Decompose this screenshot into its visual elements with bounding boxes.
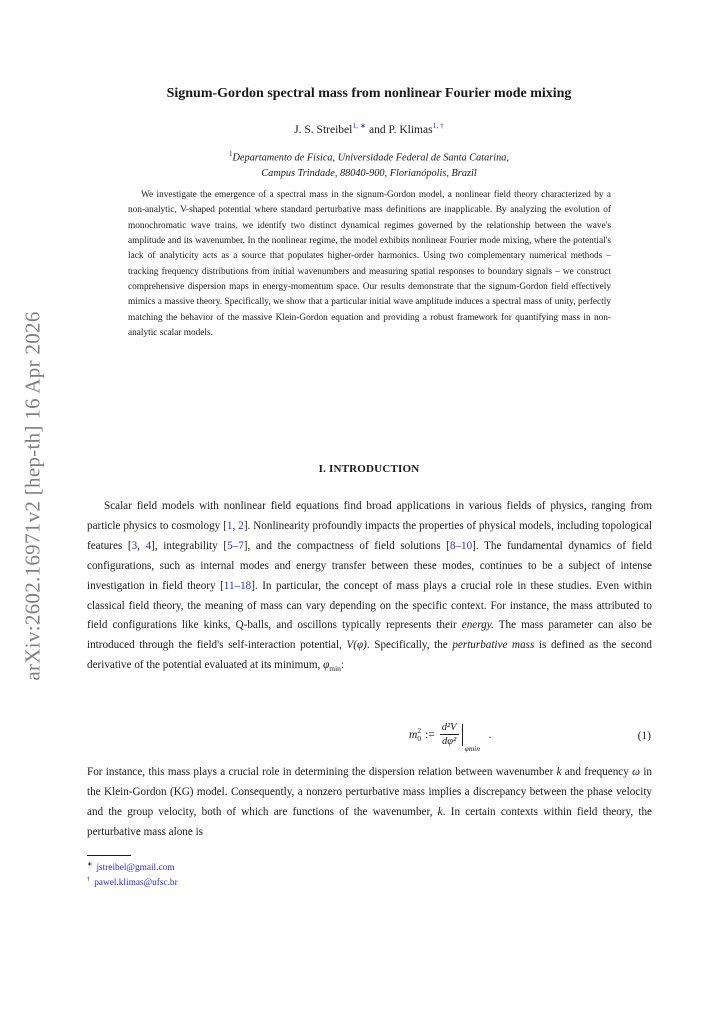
equation-number: (1) [637, 730, 651, 742]
author-1: J. S. Streibel [294, 123, 353, 136]
footnote-1: ∗ jstreibel@gmail.com [87, 861, 175, 874]
author-1-affiliation-mark[interactable]: 1, ∗ [352, 121, 367, 130]
citation-link[interactable]: 5–7 [227, 539, 244, 552]
section-heading-introduction: I. INTRODUCTION [318, 463, 420, 475]
affiliation [87, 146, 651, 182]
author-2-affiliation-mark[interactable]: 1, † [432, 121, 444, 130]
author-2: P. Klimas [388, 123, 433, 136]
paper-title: Signum-Gordon spectral mass from nonlinear Fourier mode mixing [166, 86, 572, 101]
arxiv-identifier: arXiv:2602.16971v2 [hep-th] 16 Apr 2026 [20, 311, 45, 681]
equation-1 [87, 718, 651, 754]
affiliation-mark: 1 [228, 150, 233, 158]
citation-link[interactable]: 8–10 [449, 539, 473, 552]
citation-link[interactable]: 3 [131, 539, 138, 552]
email-link[interactable]: jstreibel@gmail.com [96, 863, 175, 874]
citation-link[interactable]: 11–18 [223, 579, 252, 592]
equation-fraction: $\frac{\text{d²V}}{\text{dφ²}}$ [441, 722, 457, 747]
affiliation-line-1: $^1$Departamento de Física, Universidade Federal de Santa Catarina, [228, 150, 510, 164]
intro-paragraph-1: Scalar field models with nonlinear field equations find broad applications in various fields of physics, ranging from particle physics to cosmology [1, 2]. Nonlinearity profoundly impacts the properties of physical models, including topological features [3, 4], integrability [5–7], and the compactness of field solutions [8–10]. The fundamental dynamics of field configurations, such as internal modes and energy transfer between these modes, continues to be a subject of intense investigation in field theory [11–18]. In particular, the concept of mass plays a crucial role in these studies. Even within classical field theory, the meaning of mass can vary depending on the specific context. For instance, the mass attributed to field configurations like kinks, Q-balls, and oscillons typically represents their energy. The mass parameter can also be introduced through the field's self-interaction potential, V(φ). Specifically, the perturbative mass is defined as the second derivative of the potential evaluated at its minimum, $\varphi_{min}$: [87, 500, 653, 674]
citation-link[interactable]: 1 [226, 519, 233, 532]
arxiv-sidebar-stamp [18, 296, 48, 696]
evaluation-bar: φmin [462, 724, 489, 746]
equation-body: m 2 0 := $\frac{\text{d²V}}{\text{dφ²}}$ φmin . [409, 722, 492, 753]
citation-link[interactable]: 2 [238, 519, 244, 532]
footnote-rule [87, 855, 131, 856]
intro-paragraph-2: For instance, this mass plays a crucial role in determining the dispersion relation between wavenumber k and frequency ω in the Klein-Gordon (KG) model. Consequently, a nonzero perturbative mass implies a discrepancy between the phase velocity and the group velocity, both of which are functions of the wavenumber, k. In certain contexts within field theory, the perturbative mass alone is [87, 766, 652, 838]
author-line [87, 121, 651, 136]
author-conjunction: and [368, 123, 386, 136]
email-link[interactable]: pawel.klimas@ufsc.br [94, 878, 178, 889]
abstract: We investigate the emergence of a spectral mass in the signum-Gordon model, a nonlinear field theory characterized by a non-analytic, V-shaped potential where standard perturbative mass definitions are inapplicable. By analyzing the evolution of monochromatic wave trains, we identify two distinct dynamical regimes governed by the relationship between the wave's amplitude and its wavenumber. In the nonlinear regime, the model exhibits nonlinear Fourier mode mixing, where the potential's lack of analyticity acts as a source that populates higher-order harmonics. Using two complementary numerical methods – tracking frequency distributions from initial wavenumbers and measuring spatial responses to boundary signals – we construct comprehensive dispersion maps in energy-momentum space. Our results demonstrate that the signum-Gordon field effectively mimics a massive theory. Specifically, we show that a particular initial wave amplitude induces a spectral mass of unity, perfectly matching the behavior of the massive Klein-Gordon equation and providing a robust framework for quantifying mass in non-analytic scalar models. [128, 190, 611, 339]
affiliation-line-2: Campus Trindade, 88040-900, Florianópolis, Brazil [261, 168, 477, 180]
footnote-2: † pawel.klimas@ufsc.br [87, 876, 178, 889]
citation-link[interactable]: 4 [145, 539, 152, 552]
